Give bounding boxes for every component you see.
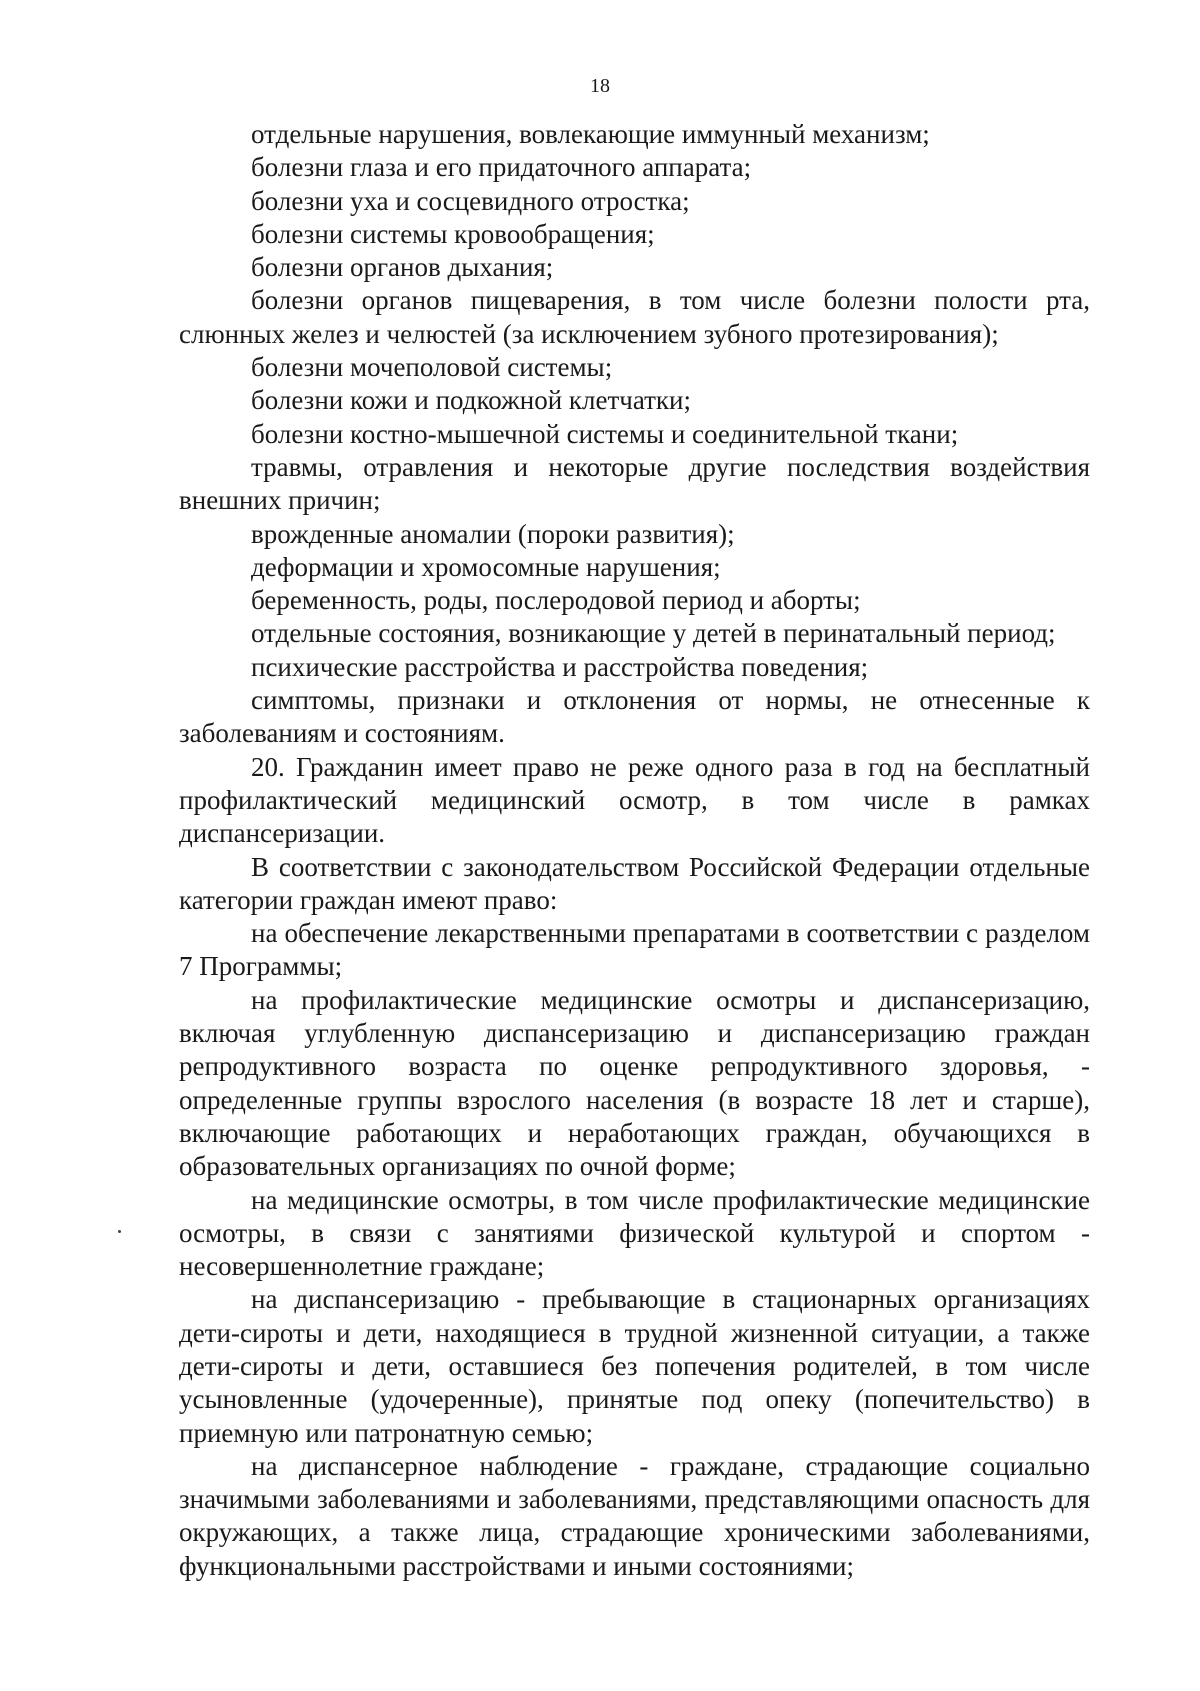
paragraph: болезни костно-мышечной системы и соединительной ткани; (251, 418, 959, 449)
scan-speck (118, 1230, 121, 1233)
paragraph: болезни уха и сосцевидного отростка; (251, 185, 690, 216)
paragraph: симптомы, признаки и отклонения от нормы, не отнесенные к заболеваниям и состояниям. (179, 685, 1090, 749)
paragraph: на обеспечение лекарственными препаратами в соответствии с разделом 7 Программы; (179, 918, 1090, 982)
document-body (179, 118, 1090, 1583)
paragraph: болезни органов дыхания; (251, 252, 554, 283)
paragraph: на диспансеризацию - пребывающие в стационарных организациях дети-сироты и дети, находящиеся в трудной жизненной ситуации, а также дети-сироты и дети, оставшиеся без попечения родителей, в том числе усыновленные (удочеренные), принятые под опеку (попечительство) в приемную или патронатную семью; (179, 1284, 1090, 1448)
paragraph: на медицинские осмотры, в том числе профилактические медицинские осмотры, в связи с занятиями физической культурой и спортом - несовершеннолетние граждане; (179, 1184, 1090, 1282)
paragraph: отдельные нарушения, вовлекающие иммунный механизм; (251, 119, 930, 149)
paragraph: болезни органов пищеварения, в том числе болезни полости рта, слюнных желез и челюстей (за исключением зубного протезирования); (179, 285, 1090, 349)
page-number: 18 (590, 75, 610, 97)
paragraph: деформации и хромосомные нарушения; (251, 551, 721, 582)
paragraph: психические расстройства и расстройства поведения; (251, 651, 869, 682)
paragraph: болезни глаза и его придаточного аппарата; (251, 152, 752, 183)
paragraph: на диспансерное наблюдение - граждане, страдающие социально значимыми заболеваниями и заболеваниями, представляющими опасность для окружающих, а также лица, страдающие хроническими заболеваниями, функциональными расстройствами и иными состояниями; (179, 1450, 1090, 1581)
paragraph: болезни системы кровообращения; (251, 218, 655, 249)
paragraph: травмы, отравления и некоторые другие последствия воздействия внешних причин; (179, 451, 1090, 516)
paragraph: 20. Гражданин имеет право не реже одного раза в год на бесплатный профилактический медицинский осмотр, в том числе в рамках диспансеризации. (179, 751, 1090, 849)
paragraph: болезни мочеполовой системы; (251, 352, 613, 383)
paragraph: отдельные состояния, возникающие у детей в перинатальный период; (251, 618, 1056, 649)
paragraph: беременность, роды, послеродовой период и аборты; (251, 585, 861, 616)
paragraph: В соответствии с законодательством Российской Федерации отдельные категории граждан имеют право: (179, 851, 1090, 915)
paragraph: врожденные аномалии (пороки развития); (251, 518, 735, 549)
paragraph: болезни кожи и подкожной клетчатки; (251, 385, 692, 416)
paragraph: на профилактические медицинские осмотры и диспансеризацию, включая углубленную диспансеризацию и диспансеризацию граждан репродуктивного возраста по оценке репродуктивного здоровья, - определенные группы взрослого населения (в возрасте 18 лет и старше), включающие работающих и неработающих граждан, обучающихся в образовательных организациях по очной форме; (179, 984, 1090, 1182)
